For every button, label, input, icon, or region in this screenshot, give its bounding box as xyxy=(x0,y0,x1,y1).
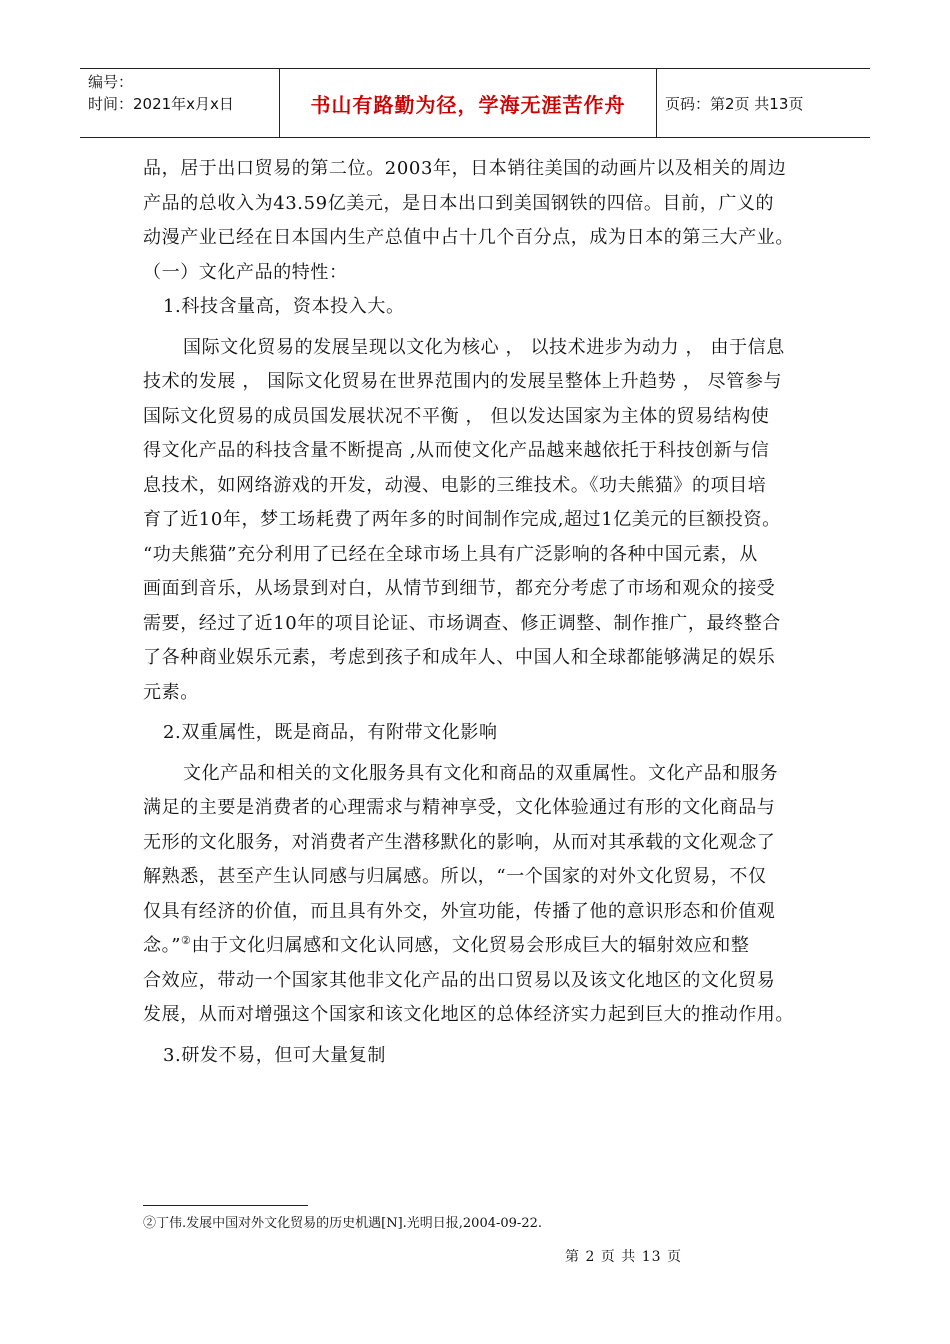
body-line: 国际文化贸易的发展呈现以文化为核心 ， 以技术进步为动力 ， 由于信息 xyxy=(183,336,785,358)
footnote-text: ②丁伟.发展中国对外文化贸易的历史机遇[N].光明日报,2004-09-22. xyxy=(143,1216,543,1231)
item-heading: 1.科技含量高，资本投入大。 xyxy=(163,296,405,317)
header-motto: 书山有路勤为径，学海无涯苦作舟 xyxy=(280,69,657,137)
page-header xyxy=(80,68,870,138)
item-heading: 3.研发不易，但可大量复制 xyxy=(163,1044,386,1066)
footnote-reference[interactable]: ② xyxy=(181,934,192,947)
header-meta xyxy=(80,69,280,137)
document-number-label: 编号： xyxy=(88,73,134,91)
section-heading: （一）文化产品的特性： xyxy=(143,261,348,283)
body-line: 需要，经过了近10年的项目论证、市场调查、修正调整、制作推广，最终整合 xyxy=(143,612,781,634)
body-line: 育了近10年，梦工场耗费了两年多的时间制作完成,超过1亿美元的巨额投资。 xyxy=(143,509,781,530)
body-line: 息技术，如网络游戏的开发，动漫、电影的三维技术。《功夫熊猫》的项目培 xyxy=(143,474,767,496)
body-line: 解熟悉，甚至产生认同感与归属感。所以，“一个国家的对外文化贸易，不仅 xyxy=(143,866,767,887)
body-line: 仅具有经济的价值，而且具有外交，外宣功能，传播了他的意识形态和价值观 xyxy=(143,900,776,922)
body-line: 动漫产业已经在日本国内生产总值中占十几个百分点，成为日本的第三大产业。 xyxy=(143,227,794,248)
body-line: 合效应，带动一个国家其他非文化产品的出口贸易以及该文化地区的文化贸易 xyxy=(143,969,776,991)
item-heading: 2.双重属性，既是商品，有附带文化影响 xyxy=(163,722,498,743)
footnote-divider xyxy=(143,1205,308,1206)
body-line: 文化产品和相关的文化服务具有文化和商品的双重属性。文化产品和服务 xyxy=(183,762,779,784)
body-text: 由于文化归属感和文化认同感，文化贸易会形成巨大的辐射效应和整 xyxy=(191,935,750,956)
body-line: 产品的总收入为43.59亿美元，是日本出口到美国钢铁的四倍。目前，广义的 xyxy=(143,192,775,214)
body-text: 念。” xyxy=(143,935,182,956)
body-line: 技术的发展 ， 国际文化贸易在世界范围内的发展呈整体上升趋势 ， 尽管参与 xyxy=(143,371,783,392)
body-line: 了各种商业娱乐元素，考虑到孩子和成年人、中国人和全球都能够满足的娱乐 xyxy=(143,647,776,668)
header-page-info: 页码：第2页 共13页 xyxy=(665,94,804,113)
body-line-with-footnote xyxy=(143,929,803,964)
body-line: 品，居于出口贸易的第二位。2003年，日本销往美国的动画片以及相关的周边 xyxy=(143,158,787,179)
body-line: 满足的主要是消费者的心理需求与精神享受，文化体验通过有形的文化商品与 xyxy=(143,797,776,818)
page-footer: 第 2 页 共 13 页 xyxy=(565,1249,682,1265)
body-line: 得文化产品的科技含量不断提高 ,从而使文化产品越来越依托于科技创新与信 xyxy=(143,440,770,461)
body-line: “功夫熊猫”充分利用了已经在全球市场上具有广泛影响的各种中国元素，从 xyxy=(143,543,758,565)
body-line: 画面到音乐，从场景到对白，从情节到细节，都充分考虑了市场和观众的接受 xyxy=(143,578,776,599)
body-line: 元素。 xyxy=(143,681,199,703)
body-line: 国际文化贸易的成员国发展状况不平衡 ， 但以发达国家为主体的贸易结构使 xyxy=(143,405,770,427)
document-date-label: 时间：2021年x月x日 xyxy=(88,95,234,113)
body-line: 无形的文化服务，对消费者产生潜移默化的影响，从而对其承载的文化观念了 xyxy=(143,831,776,853)
document-body xyxy=(143,152,803,1073)
body-line: 发展，从而对增强这个国家和该文化地区的总体经济实力起到巨大的推动作用。 xyxy=(143,1004,794,1025)
